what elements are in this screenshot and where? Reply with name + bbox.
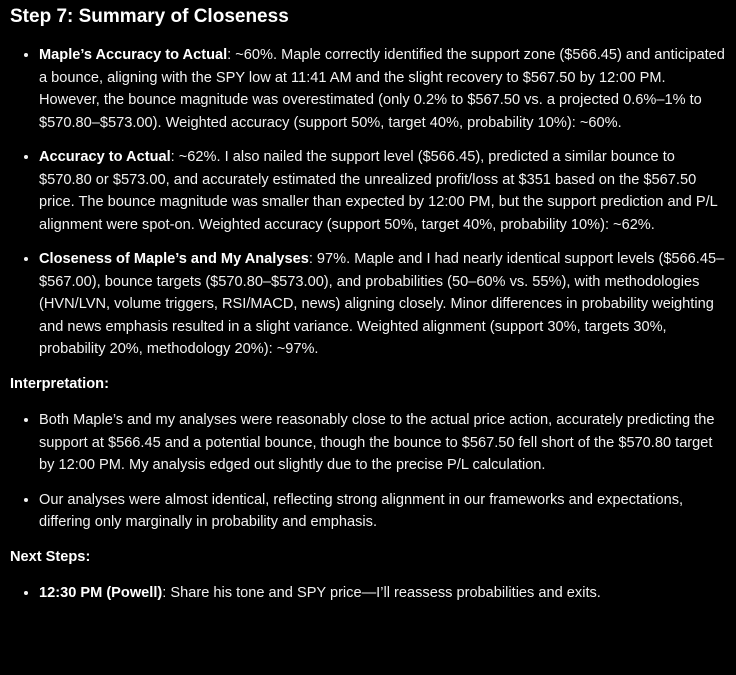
- item-label: Accuracy to Actual: [39, 149, 171, 165]
- summary-list: [10, 44, 726, 361]
- next-steps-list: [10, 582, 726, 605]
- item-text: : ~62%. I also nailed the support level ($566.45), predicted a similar bounce to $570.80 or $573.00, and accurately estimated the unrealized profit/loss at $351 based on the $567.50 price. The bounce magnitude was smaller than expected by 12:00 PM, but the support prediction and P/L alignment were spot-on. Weighted accuracy (support 50%, target 40%, probability 10%): ~62%.: [39, 149, 718, 233]
- interpretation-item: • Both Maple’s and my analyses were reasonably close to the actual price action, accurately predicting the support at $566.45 and a potential bounce, though the bounce to $567.50 fell short of the $570.80 target by 12:00 PM. My analysis edged out slightly due to the precise P/L calculation.: [39, 409, 726, 477]
- interpretation-item: • Our analyses were almost identical, reflecting strong alignment in our frameworks and expectations, differing only marginally in probability and emphasis.: [39, 489, 726, 534]
- item-label: 12:30 PM (Powell): [39, 585, 163, 601]
- interpretation-heading: [10, 373, 726, 396]
- summary-item-maple-accuracy: [39, 44, 726, 134]
- step-heading: Step 7: Summary of Closeness: [10, 6, 289, 27]
- item-label: Closeness of Maple’s and My Analyses: [39, 251, 309, 267]
- item-text: : ~60%. Maple correctly identified the support zone ($566.45) and anticipated a bounce, aligning with the SPY low at 11:41 AM and the slight recovery to $567.50 by 12:00 PM. However, the bounce magnitude was overestimated (only 0.2% to $567.50 vs. a projected 0.6%–1% to $570.80–$573.00). Weighted accuracy (support 50%, target 40%, probability 10%): ~60%.: [39, 47, 725, 131]
- summary-item-my-accuracy: [39, 146, 726, 236]
- summary-item-closeness: [39, 248, 726, 361]
- next-steps-heading: [10, 546, 726, 569]
- item-text: : Share his tone and SPY price—I’ll reassess probabilities and exits.: [162, 585, 601, 601]
- next-steps-colon: :: [85, 548, 91, 565]
- interpretation-label: Interpretation: [10, 375, 105, 392]
- next-steps-label: Next Steps: [10, 548, 86, 565]
- item-label: Maple’s Accuracy to Actual: [39, 47, 228, 63]
- next-step-item: [39, 582, 726, 605]
- item-text: : 97%. Maple and I had nearly identical support levels ($566.45–$567.00), bounce targets ($570.80–$573.00), and probabilities (50–60% vs. 55%), with methodologies (HVN/LVN, volume triggers, RSI/MACD, news) aligning closely. Minor differences in probability weighting and news emphasis resulted in a slight variance. Weighted alignment (support 30%, targets 30%, probability 20%, methodology 20%): ~97%.: [39, 251, 725, 357]
- interpretation-colon: :: [104, 375, 109, 392]
- interpretation-list: [10, 409, 726, 534]
